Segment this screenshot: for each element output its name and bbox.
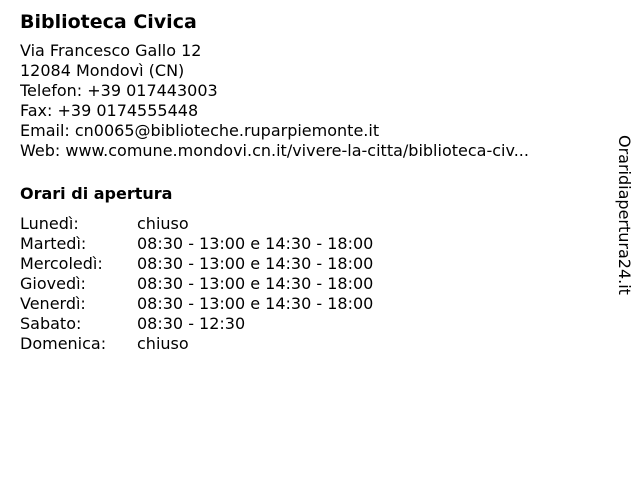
day-label: Mercoledì: xyxy=(20,254,103,273)
hours-row-friday xyxy=(20,294,610,314)
day-label: Domenica: xyxy=(20,334,107,353)
hours-value: 08:30 - 13:00 e 14:30 - 18:00 xyxy=(137,274,374,293)
day-label: Sabato: xyxy=(20,314,82,333)
hours-row-thursday xyxy=(20,274,610,294)
hours-value: chiuso xyxy=(137,214,189,233)
hours-row-saturday xyxy=(20,314,610,334)
hours-row-wednesday xyxy=(20,254,610,274)
hours-value: 08:30 - 13:00 e 14:30 - 18:00 xyxy=(137,234,374,253)
day-label: Venerdì: xyxy=(20,294,86,313)
hours-value: 08:30 - 12:30 xyxy=(137,314,246,333)
address-city: 12084 Mondovì (CN) xyxy=(20,61,185,80)
address-street: Via Francesco Gallo 12 xyxy=(20,41,202,60)
day-label: Lunedì: xyxy=(20,214,79,233)
library-name: Biblioteca Civica xyxy=(20,11,197,33)
day-label: Giovedì: xyxy=(20,274,86,293)
site-brand-watermark: Oraridiapertura24.it xyxy=(615,135,634,295)
opening-hours-title: Orari di apertura xyxy=(20,184,173,203)
phone-line: Telefon: +39 017443003 xyxy=(20,81,218,100)
hours-row-tuesday xyxy=(20,234,610,254)
day-label: Martedì: xyxy=(20,234,87,253)
library-card xyxy=(20,10,610,354)
opening-hours-table xyxy=(20,214,610,354)
hours-row-sunday xyxy=(20,334,610,354)
hours-value: 08:30 - 13:00 e 14:30 - 18:00 xyxy=(137,294,374,313)
hours-row-monday xyxy=(20,214,610,234)
email-line: Email: cn0065@biblioteche.ruparpiemonte.it xyxy=(20,121,380,140)
fax-line: Fax: +39 0174555448 xyxy=(20,101,199,120)
website-line: Web: www.comune.mondovi.cn.it/vivere-la-citta/biblioteca-civ... xyxy=(20,141,529,160)
hours-value: chiuso xyxy=(137,334,189,353)
hours-value: 08:30 - 13:00 e 14:30 - 18:00 xyxy=(137,254,374,273)
